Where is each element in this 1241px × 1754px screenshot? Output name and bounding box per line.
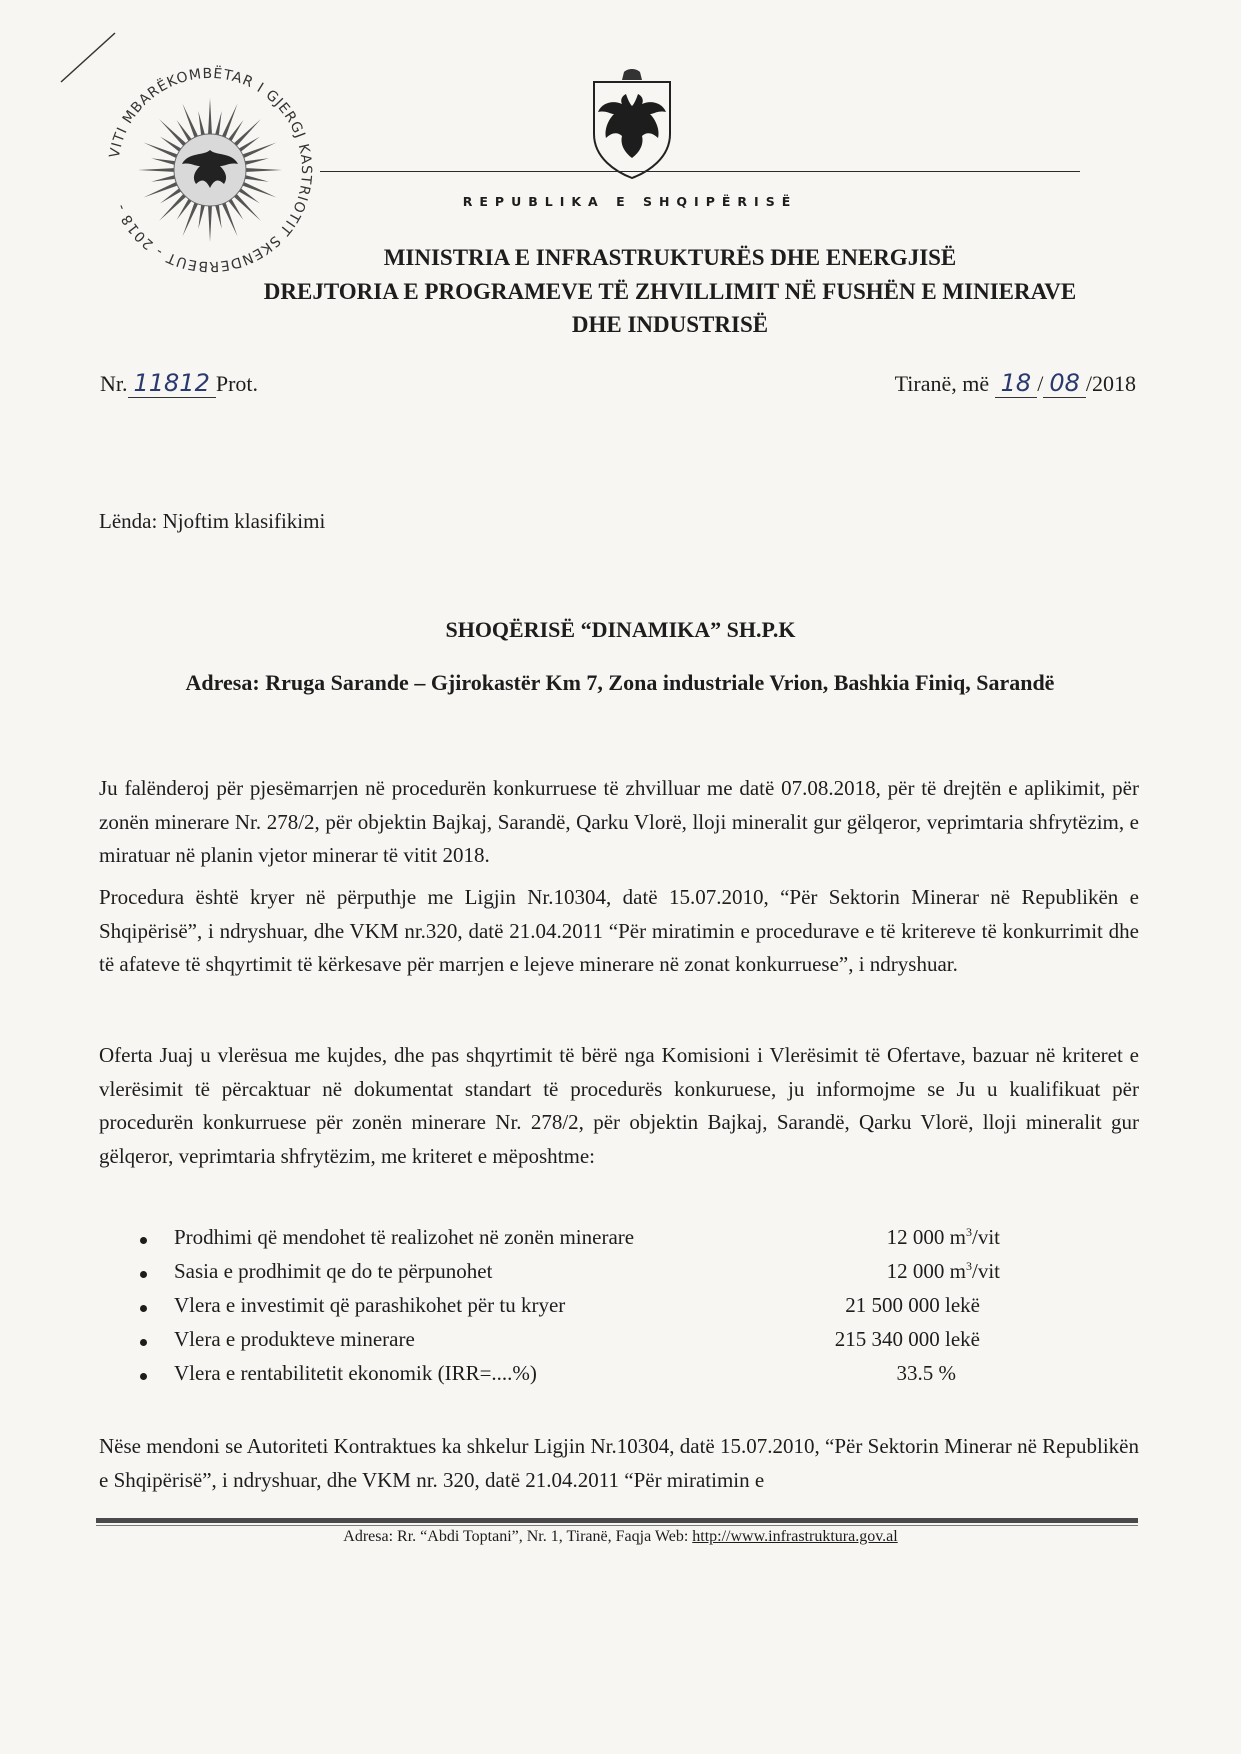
subject-value: Njoftim klasifikimi bbox=[162, 509, 326, 533]
bullet-icon bbox=[140, 1305, 147, 1312]
body-paragraph-4: Nëse mendoni se Autoriteti Kontraktues ka shkelur Ligjin Nr.10304, datë 15.07.2010, “Për Sektorin Minerar në Republikën e Shqipërisë”, i ndryshuar, dhe VKM nr. 320, datë 21.04.2011 “Për miratimin e bbox=[99, 1434, 1139, 1492]
criterion-label: Prodhimi që mendohet të realizohet në zonën minerare bbox=[174, 1225, 635, 1249]
criterion-label: Vlera e investimit që parashikohet për tu kryer bbox=[174, 1293, 566, 1317]
criterion-value: 21 500 000 lekë bbox=[845, 1293, 980, 1317]
place-date bbox=[895, 369, 1136, 397]
date-month: 08 bbox=[1043, 369, 1086, 398]
list-item bbox=[140, 1293, 1000, 1327]
footer-address-text: Adresa: Rr. “Abdi Toptani”, Nr. 1, Tiranë, Faqja Web: bbox=[343, 1528, 693, 1545]
list-item bbox=[140, 1225, 1000, 1259]
ministry-heading: MINISTRIA E INFRASTRUKTURËS DHE ENERGJISË bbox=[383, 245, 957, 270]
date-sep: / bbox=[1037, 371, 1044, 396]
bullet-icon bbox=[140, 1237, 147, 1244]
addressee-name: SHOQËRISË “DINAMIKA” SH.P.K bbox=[445, 617, 796, 642]
place-label: Tiranë, më bbox=[894, 371, 990, 396]
body-paragraph-1: Ju falënderoj për pjesëmarrjen në procedurën konkurruese të zhvilluar me datë 07.08.2018, për të drejtën e aplikimit, për zonën minerare Nr. 278/2, për objektin Bajkaj, Sarandë, Qarku Vlorë, lloji mineralit gur gëlqeror, veprimtaria shfrytëzim, e miratuar në planin vjetor minerar të vitit 2018. bbox=[99, 776, 1139, 867]
protocol-number bbox=[100, 369, 258, 397]
criterion-value: 12 000 $m^3$/vit bbox=[886, 1259, 1000, 1283]
footer-address bbox=[0, 1528, 1241, 1546]
list-item bbox=[140, 1327, 1000, 1361]
date-day: 18 bbox=[995, 369, 1038, 398]
criterion-value: 215 340 000 lekë bbox=[834, 1327, 980, 1351]
footer-rule-thin bbox=[96, 1525, 1138, 1526]
directorate-heading-line2: DHE INDUSTRISË bbox=[571, 312, 769, 337]
footer-rule bbox=[96, 1518, 1138, 1523]
prot-label: Prot. bbox=[215, 371, 259, 396]
list-item bbox=[140, 1259, 1000, 1293]
double-headed-eagle-icon bbox=[598, 94, 666, 158]
stamp-ring-text: VITI MBARËKOMBËTAR I GJERGJ KASTRIOTIT SKENDERBEUT - 2018 - bbox=[106, 65, 315, 275]
body-paragraph-2: Procedura është kryer në përputhje me Ligjin Nr.10304, datë 15.07.2010, “Për Sektorin Minerar në Republikën e Shqipërisë”, i ndryshuar, dhe VKM nr.320, datë 21.04.2011 “Për miratimin e procedurave e të kritereve të konkurrimit dhe të afateve të shqyrtimit të kërkesave për marrjen e lejeve minerare në zonat konkurruese”, i ndryshuar. bbox=[99, 885, 1139, 976]
bullet-icon bbox=[140, 1373, 147, 1380]
footer-web-link[interactable]: http://www.infrastruktura.gov.al bbox=[692, 1528, 898, 1545]
criterion-value: 12 000 $m^3$/vit bbox=[886, 1225, 1000, 1249]
helmet-icon bbox=[622, 69, 642, 80]
criterion-label: Vlera e rentabilitetit ekonomik (IRR=....%) bbox=[174, 1361, 537, 1385]
directorate-heading: DREJTORIA E PROGRAMEVE TË ZHVILLIMIT NË FUSHËN E MINIERAVE bbox=[263, 279, 1077, 304]
header-rule bbox=[320, 171, 1080, 172]
nr-label: Nr. bbox=[100, 371, 128, 396]
coat-of-arms-emblem bbox=[588, 68, 676, 180]
criteria-list bbox=[140, 1225, 1000, 1395]
criterion-value: 33.5 % bbox=[896, 1361, 956, 1385]
criterion-label: Sasia e prodhimit qe do te përpunohet bbox=[174, 1259, 493, 1283]
bullet-icon bbox=[140, 1339, 147, 1346]
subject-line bbox=[99, 509, 325, 534]
list-item bbox=[140, 1361, 1000, 1395]
date-year: /2018 bbox=[1085, 371, 1136, 396]
subject-label: Lënda: bbox=[99, 509, 158, 533]
bullet-icon bbox=[140, 1271, 147, 1278]
republic-heading: REPUBLIKA E SHQIPËRISË bbox=[462, 194, 798, 209]
nr-value: 11812 bbox=[128, 369, 216, 398]
addressee-address: Adresa: Rruga Sarande – Gjirokastër Km 7, Zona industriale Vrion, Bashkia Finiq, Sarandë bbox=[185, 670, 1055, 695]
criterion-label: Vlera e produkteve minerare bbox=[174, 1327, 415, 1351]
body-paragraph-3: Oferta Juaj u vlerësua me kujdes, dhe pas shqyrtimit të bërë nga Komisioni i Vlerësimit të Ofertave, bazuar në kriteret e vlerësimit të përcaktuar në dokumentat standart të procedurës konkuruese, ju informojme se Ju u kualifikuat për procedurën konkurruese për zonën minerare Nr. 278/2, për objektin Bajkaj, Sarandë, Qarku Vlorë, lloji mineralit gur gëlqeror, veprimtaria shfrytëzim, me kriteret e mëposhtme: bbox=[99, 1043, 1139, 1168]
